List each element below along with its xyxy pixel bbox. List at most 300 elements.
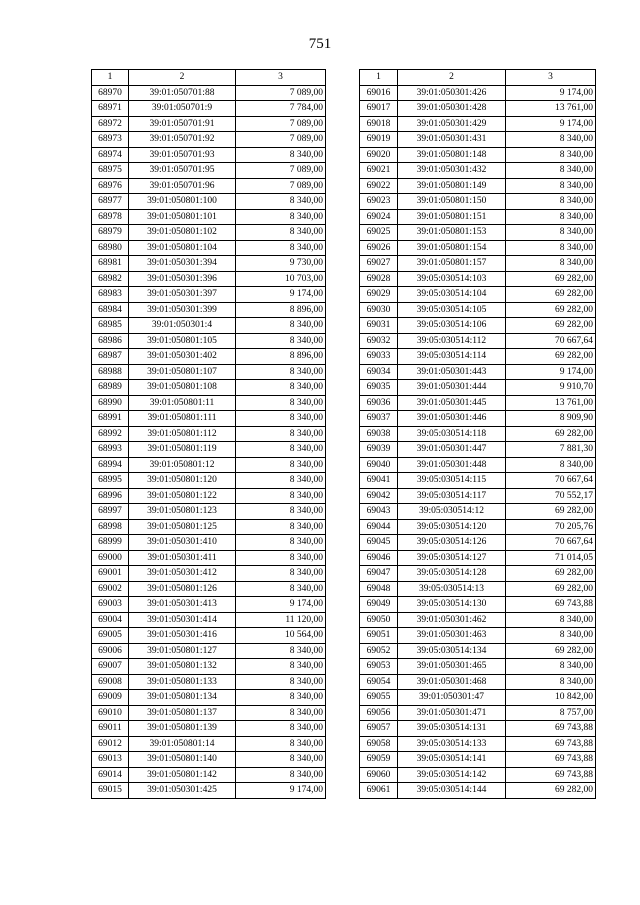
value-cell: 9 174,00 (236, 287, 326, 303)
table-row (360, 566, 596, 582)
cadastral-number-cell: 39:01:050301:397 (129, 287, 236, 303)
table-row (92, 550, 326, 566)
row-number-cell: 68985 (92, 318, 129, 334)
table-row (360, 628, 596, 644)
table-row (92, 674, 326, 690)
value-cell: 7 089,00 (236, 178, 326, 194)
value-cell: 10 564,00 (236, 628, 326, 644)
cadastral-number-cell: 39:01:050801:102 (129, 225, 236, 241)
value-cell: 70 552,17 (506, 488, 596, 504)
row-number-cell: 68989 (92, 380, 129, 396)
row-number-cell: 69052 (360, 643, 398, 659)
row-number-cell: 68993 (92, 442, 129, 458)
row-number-cell: 68984 (92, 302, 129, 318)
cadastral-number-cell: 39:01:050301:463 (398, 628, 506, 644)
cadastral-number-cell: 39:01:050301:468 (398, 674, 506, 690)
table-row (92, 519, 326, 535)
table-row (92, 473, 326, 489)
row-number-cell: 69044 (360, 519, 398, 535)
table-row (92, 721, 326, 737)
table-row (360, 426, 596, 442)
value-cell: 8 340,00 (506, 612, 596, 628)
cadastral-number-cell: 39:01:050301:399 (129, 302, 236, 318)
value-cell: 69 743,88 (506, 721, 596, 737)
row-number-cell: 69042 (360, 488, 398, 504)
value-cell: 70 205,76 (506, 519, 596, 535)
row-number-cell: 69050 (360, 612, 398, 628)
value-cell: 70 667,64 (506, 333, 596, 349)
value-cell: 10 703,00 (236, 271, 326, 287)
table-row (92, 597, 326, 613)
value-cell: 8 340,00 (236, 225, 326, 241)
cadastral-number-cell: 39:05:030514:104 (398, 287, 506, 303)
value-cell: 9 174,00 (236, 597, 326, 613)
row-number-cell: 69028 (360, 271, 398, 287)
table-row (92, 364, 326, 380)
table-row (360, 411, 596, 427)
value-cell: 9 730,00 (236, 256, 326, 272)
value-cell: 8 340,00 (506, 147, 596, 163)
value-cell: 9 174,00 (506, 116, 596, 132)
cadastral-number-cell: 39:01:050701:93 (129, 147, 236, 163)
table-row (92, 488, 326, 504)
cadastral-number-cell: 39:01:050301:402 (129, 349, 236, 365)
row-number-cell: 69038 (360, 426, 398, 442)
row-number-cell: 69049 (360, 597, 398, 613)
table-row (360, 643, 596, 659)
row-number-cell: 69041 (360, 473, 398, 489)
table-row (92, 240, 326, 256)
cadastral-number-cell: 39:01:050301:448 (398, 457, 506, 473)
value-cell: 8 340,00 (236, 535, 326, 551)
table-row (92, 147, 326, 163)
cadastral-number-cell: 39:01:050301:462 (398, 612, 506, 628)
row-number-cell: 68994 (92, 457, 129, 473)
table-row (92, 132, 326, 148)
table-row (360, 721, 596, 737)
cadastral-number-cell: 39:01:050801:126 (129, 581, 236, 597)
value-cell: 69 282,00 (506, 349, 596, 365)
table-row (92, 380, 326, 396)
value-cell: 7 784,00 (236, 101, 326, 117)
value-cell: 8 340,00 (506, 132, 596, 148)
cadastral-number-cell: 39:05:030514:13 (398, 581, 506, 597)
row-number-cell: 69014 (92, 767, 129, 783)
value-cell: 7 881,30 (506, 442, 596, 458)
cadastral-number-cell: 39:01:050801:140 (129, 752, 236, 768)
cadastral-number-cell: 39:01:050701:92 (129, 132, 236, 148)
value-cell: 9 174,00 (236, 783, 326, 799)
value-cell: 8 340,00 (236, 736, 326, 752)
value-cell: 8 340,00 (236, 318, 326, 334)
cadastral-number-cell: 39:01:050301:413 (129, 597, 236, 613)
table-row (92, 349, 326, 365)
row-number-cell: 69058 (360, 736, 398, 752)
table-row (360, 473, 596, 489)
value-cell: 9 174,00 (506, 85, 596, 101)
table-row (360, 287, 596, 303)
table-row (92, 411, 326, 427)
row-number-cell: 68970 (92, 85, 129, 101)
row-number-cell: 69055 (360, 690, 398, 706)
value-cell: 8 340,00 (506, 178, 596, 194)
cadastral-number-cell: 39:01:050801:122 (129, 488, 236, 504)
value-cell: 69 282,00 (506, 287, 596, 303)
row-number-cell: 68980 (92, 240, 129, 256)
table-row (92, 116, 326, 132)
row-number-cell: 69008 (92, 674, 129, 690)
value-cell: 8 340,00 (236, 473, 326, 489)
table-row (92, 736, 326, 752)
cadastral-number-cell: 39:01:050301:425 (129, 783, 236, 799)
cadastral-number-cell: 39:05:030514:120 (398, 519, 506, 535)
right-register-table (359, 69, 596, 799)
value-cell: 7 089,00 (236, 85, 326, 101)
table-row (92, 566, 326, 582)
cadastral-number-cell: 39:01:050301:416 (129, 628, 236, 644)
row-number-cell: 68982 (92, 271, 129, 287)
row-number-cell: 69030 (360, 302, 398, 318)
row-number-cell: 69026 (360, 240, 398, 256)
cadastral-number-cell: 39:01:050801:123 (129, 504, 236, 520)
table-row (92, 504, 326, 520)
value-cell: 8 340,00 (506, 256, 596, 272)
cadastral-number-cell: 39:05:030514:114 (398, 349, 506, 365)
row-number-cell: 68986 (92, 333, 129, 349)
cadastral-number-cell: 39:01:050701:88 (129, 85, 236, 101)
row-number-cell: 69020 (360, 147, 398, 163)
table-row (360, 132, 596, 148)
value-cell: 71 014,05 (506, 550, 596, 566)
row-number-cell: 69027 (360, 256, 398, 272)
table-row (92, 612, 326, 628)
value-cell: 9 910,70 (506, 380, 596, 396)
column-header-value: 3 (236, 70, 326, 86)
row-number-cell: 69047 (360, 566, 398, 582)
cadastral-number-cell: 39:01:050301:411 (129, 550, 236, 566)
table-row (92, 163, 326, 179)
cadastral-number-cell: 39:01:050301:429 (398, 116, 506, 132)
header-row (360, 70, 596, 86)
cadastral-number-cell: 39:05:030514:103 (398, 271, 506, 287)
row-number-cell: 68990 (92, 395, 129, 411)
table-row (92, 442, 326, 458)
value-cell: 8 340,00 (236, 333, 326, 349)
value-cell: 8 340,00 (236, 488, 326, 504)
column-header-cadastral: 2 (398, 70, 506, 86)
cadastral-number-cell: 39:05:030514:130 (398, 597, 506, 613)
table-row (92, 225, 326, 241)
cadastral-number-cell: 39:05:030514:126 (398, 535, 506, 551)
value-cell: 8 340,00 (236, 767, 326, 783)
cadastral-number-cell: 39:01:050701:96 (129, 178, 236, 194)
cadastral-number-cell: 39:01:050801:149 (398, 178, 506, 194)
value-cell: 7 089,00 (236, 116, 326, 132)
table-row (360, 194, 596, 210)
table-row (360, 349, 596, 365)
table-row (92, 302, 326, 318)
row-number-cell: 69002 (92, 581, 129, 597)
table-row (360, 333, 596, 349)
value-cell: 69 282,00 (506, 504, 596, 520)
row-number-cell: 68976 (92, 178, 129, 194)
row-number-cell: 69037 (360, 411, 398, 427)
row-number-cell: 69001 (92, 566, 129, 582)
cadastral-number-cell: 39:01:050701:95 (129, 163, 236, 179)
value-cell: 8 340,00 (236, 194, 326, 210)
value-cell: 8 340,00 (236, 690, 326, 706)
table-row (360, 209, 596, 225)
row-number-cell: 69036 (360, 395, 398, 411)
cadastral-number-cell: 39:01:050301:396 (129, 271, 236, 287)
row-number-cell: 68978 (92, 209, 129, 225)
table-row (92, 101, 326, 117)
row-number-cell: 69019 (360, 132, 398, 148)
table-row (360, 380, 596, 396)
row-number-cell: 69013 (92, 752, 129, 768)
cadastral-number-cell: 39:01:050801:132 (129, 659, 236, 675)
cadastral-number-cell: 39:01:050301:410 (129, 535, 236, 551)
row-number-cell: 69061 (360, 783, 398, 799)
row-number-cell: 69023 (360, 194, 398, 210)
table-row (360, 178, 596, 194)
cadastral-number-cell: 39:01:050801:11 (129, 395, 236, 411)
value-cell: 70 667,64 (506, 535, 596, 551)
cadastral-number-cell: 39:01:050801:142 (129, 767, 236, 783)
cadastral-number-cell: 39:05:030514:105 (398, 302, 506, 318)
table-row (92, 287, 326, 303)
table-row (360, 147, 596, 163)
table-row (92, 209, 326, 225)
row-number-cell: 68995 (92, 473, 129, 489)
cadastral-number-cell: 39:05:030514:127 (398, 550, 506, 566)
cadastral-number-cell: 39:05:030514:134 (398, 643, 506, 659)
column-header-cadastral: 2 (129, 70, 236, 86)
value-cell: 8 340,00 (506, 209, 596, 225)
row-number-cell: 69005 (92, 628, 129, 644)
row-number-cell: 69025 (360, 225, 398, 241)
row-number-cell: 69040 (360, 457, 398, 473)
table-row (92, 752, 326, 768)
cadastral-number-cell: 39:01:050801:134 (129, 690, 236, 706)
table-row (360, 488, 596, 504)
cadastral-number-cell: 39:05:030514:128 (398, 566, 506, 582)
value-cell: 8 340,00 (236, 380, 326, 396)
cadastral-number-cell: 39:01:050301:444 (398, 380, 506, 396)
cadastral-number-cell: 39:05:030514:141 (398, 752, 506, 768)
left-register-table (91, 69, 326, 799)
cadastral-number-cell: 39:05:030514:144 (398, 783, 506, 799)
value-cell: 8 340,00 (236, 364, 326, 380)
table-row (360, 256, 596, 272)
row-number-cell: 68988 (92, 364, 129, 380)
row-number-cell: 69015 (92, 783, 129, 799)
value-cell: 69 743,88 (506, 597, 596, 613)
value-cell: 8 340,00 (236, 674, 326, 690)
table-row (360, 271, 596, 287)
cadastral-number-cell: 39:01:050701:91 (129, 116, 236, 132)
value-cell: 8 340,00 (506, 628, 596, 644)
row-number-cell: 69021 (360, 163, 398, 179)
value-cell: 10 842,00 (506, 690, 596, 706)
row-number-cell: 69004 (92, 612, 129, 628)
row-number-cell: 68981 (92, 256, 129, 272)
row-number-cell: 68977 (92, 194, 129, 210)
value-cell: 69 743,88 (506, 752, 596, 768)
cadastral-number-cell: 39:01:050801:100 (129, 194, 236, 210)
value-cell: 8 340,00 (236, 442, 326, 458)
cadastral-number-cell: 39:05:030514:106 (398, 318, 506, 334)
value-cell: 69 743,88 (506, 736, 596, 752)
table-row (92, 318, 326, 334)
table-row (360, 101, 596, 117)
cadastral-number-cell: 39:01:050801:105 (129, 333, 236, 349)
row-number-cell: 68991 (92, 411, 129, 427)
cadastral-number-cell: 39:01:050801:133 (129, 674, 236, 690)
row-number-cell: 68974 (92, 147, 129, 163)
table-row (360, 659, 596, 675)
page-number: 751 (308, 36, 332, 52)
row-number-cell: 69045 (360, 535, 398, 551)
row-number-cell: 69034 (360, 364, 398, 380)
value-cell: 8 340,00 (236, 643, 326, 659)
table-row (92, 783, 326, 799)
row-number-cell: 69017 (360, 101, 398, 117)
cadastral-number-cell: 39:01:050801:150 (398, 194, 506, 210)
table-row (360, 752, 596, 768)
cadastral-number-cell: 39:01:050701:9 (129, 101, 236, 117)
row-number-cell: 69009 (92, 690, 129, 706)
value-cell: 69 743,88 (506, 767, 596, 783)
table-row (360, 674, 596, 690)
value-cell: 8 340,00 (236, 659, 326, 675)
row-number-cell: 69051 (360, 628, 398, 644)
value-cell: 8 340,00 (236, 411, 326, 427)
table-row (360, 690, 596, 706)
value-cell: 13 761,00 (506, 395, 596, 411)
cadastral-number-cell: 39:01:050801:137 (129, 705, 236, 721)
value-cell: 8 340,00 (506, 225, 596, 241)
table-row (92, 457, 326, 473)
table-row (92, 581, 326, 597)
value-cell: 8 340,00 (236, 426, 326, 442)
value-cell: 7 089,00 (236, 132, 326, 148)
table-row (360, 535, 596, 551)
row-number-cell: 69016 (360, 85, 398, 101)
cadastral-number-cell: 39:01:050801:108 (129, 380, 236, 396)
table-row (92, 256, 326, 272)
cadastral-number-cell: 39:01:050301:426 (398, 85, 506, 101)
row-number-cell: 69056 (360, 705, 398, 721)
value-cell: 8 340,00 (236, 209, 326, 225)
value-cell: 8 340,00 (506, 194, 596, 210)
value-cell: 69 282,00 (506, 426, 596, 442)
table-row (360, 705, 596, 721)
cadastral-number-cell: 39:01:050301:446 (398, 411, 506, 427)
value-cell: 69 282,00 (506, 581, 596, 597)
table-row (360, 597, 596, 613)
row-number-cell: 69039 (360, 442, 398, 458)
table-row (360, 318, 596, 334)
value-cell: 8 340,00 (506, 240, 596, 256)
cadastral-number-cell: 39:01:050301:394 (129, 256, 236, 272)
cadastral-number-cell: 39:01:050301:412 (129, 566, 236, 582)
table-row (360, 225, 596, 241)
table-row (360, 116, 596, 132)
cadastral-number-cell: 39:01:050301:428 (398, 101, 506, 117)
table-row (92, 426, 326, 442)
table-row (360, 302, 596, 318)
table-row (92, 705, 326, 721)
cadastral-number-cell: 39:05:030514:12 (398, 504, 506, 520)
value-cell: 8 340,00 (506, 163, 596, 179)
table-row (92, 85, 326, 101)
table-row (92, 535, 326, 551)
value-cell: 8 340,00 (236, 721, 326, 737)
cadastral-number-cell: 39:05:030514:115 (398, 473, 506, 489)
table-row (92, 194, 326, 210)
column-header-value: 3 (506, 70, 596, 86)
row-number-cell: 69031 (360, 318, 398, 334)
row-number-cell: 69057 (360, 721, 398, 737)
row-number-cell: 68987 (92, 349, 129, 365)
row-number-cell: 68996 (92, 488, 129, 504)
value-cell: 13 761,00 (506, 101, 596, 117)
row-number-cell: 69012 (92, 736, 129, 752)
row-number-cell: 69059 (360, 752, 398, 768)
value-cell: 8 340,00 (236, 240, 326, 256)
cadastral-number-cell: 39:01:050301:4 (129, 318, 236, 334)
row-number-cell: 69018 (360, 116, 398, 132)
cadastral-number-cell: 39:05:030514:118 (398, 426, 506, 442)
table-row (360, 240, 596, 256)
value-cell: 8 340,00 (236, 519, 326, 535)
value-cell: 8 340,00 (506, 674, 596, 690)
table-row (360, 364, 596, 380)
row-number-cell: 68971 (92, 101, 129, 117)
cadastral-number-cell: 39:05:030514:112 (398, 333, 506, 349)
table-row (92, 659, 326, 675)
value-cell: 9 174,00 (506, 364, 596, 380)
value-cell: 8 896,00 (236, 349, 326, 365)
value-cell: 69 282,00 (506, 318, 596, 334)
column-header-number: 1 (92, 70, 129, 86)
cadastral-number-cell: 39:01:050801:139 (129, 721, 236, 737)
value-cell: 8 340,00 (236, 550, 326, 566)
cadastral-number-cell: 39:01:050301:465 (398, 659, 506, 675)
row-number-cell: 69000 (92, 550, 129, 566)
row-number-cell: 68998 (92, 519, 129, 535)
table-row (360, 767, 596, 783)
row-number-cell: 69003 (92, 597, 129, 613)
table-row (92, 333, 326, 349)
cadastral-number-cell: 39:01:050301:47 (398, 690, 506, 706)
cadastral-number-cell: 39:01:050801:107 (129, 364, 236, 380)
cadastral-number-cell: 39:01:050301:447 (398, 442, 506, 458)
row-number-cell: 68997 (92, 504, 129, 520)
value-cell: 69 282,00 (506, 566, 596, 582)
row-number-cell: 69046 (360, 550, 398, 566)
value-cell: 8 340,00 (236, 147, 326, 163)
value-cell: 8 340,00 (236, 457, 326, 473)
value-cell: 8 909,90 (506, 411, 596, 427)
table-row (360, 163, 596, 179)
row-number-cell: 68972 (92, 116, 129, 132)
value-cell: 8 340,00 (506, 659, 596, 675)
table-row (360, 612, 596, 628)
table-row (360, 581, 596, 597)
cadastral-number-cell: 39:01:050801:157 (398, 256, 506, 272)
